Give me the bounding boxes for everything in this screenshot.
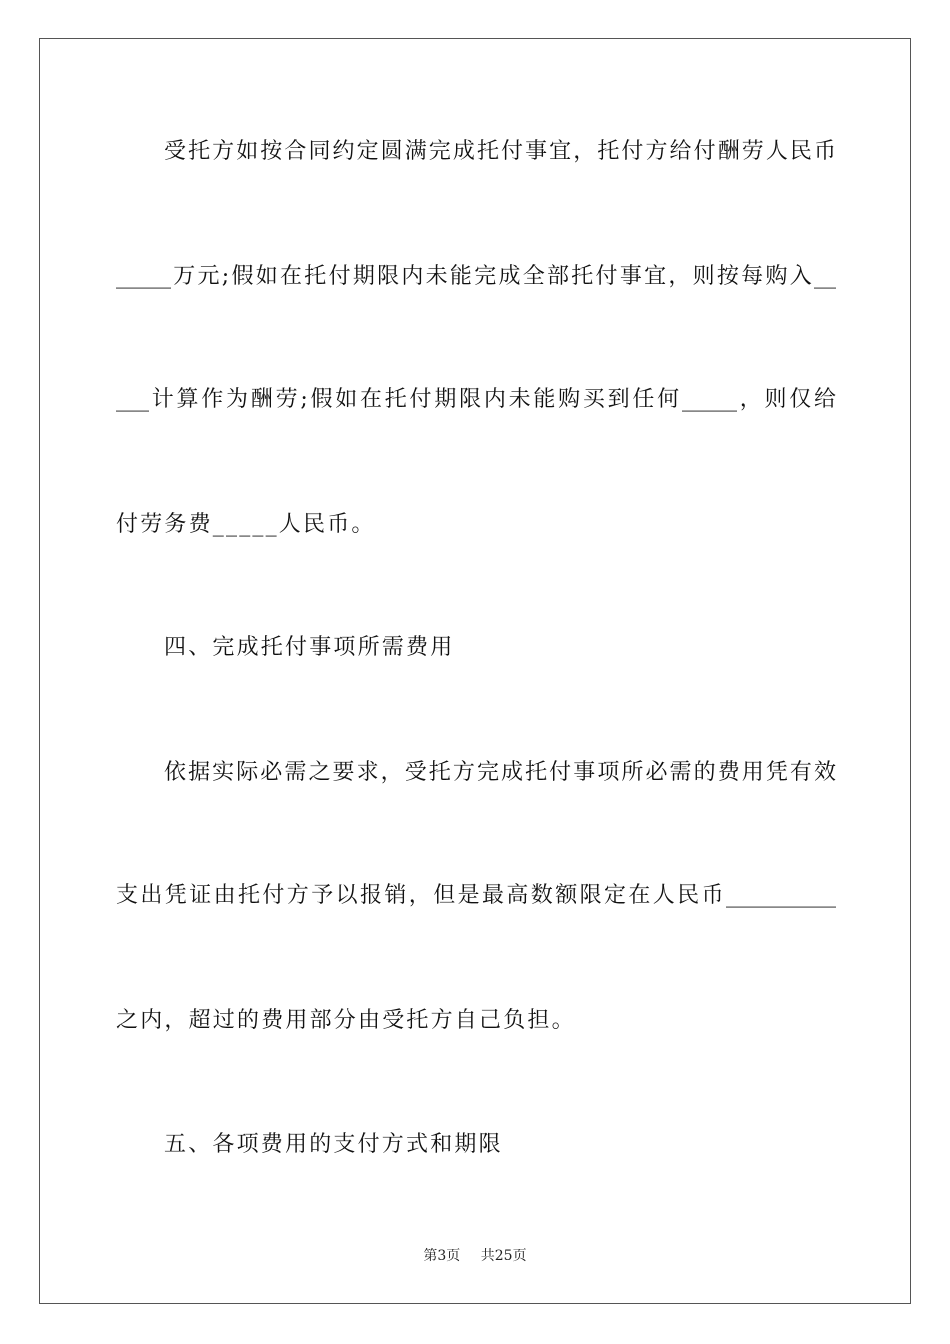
page-footer xyxy=(0,1247,950,1265)
paragraph-line-7: 之内，超过的费用部分由受托方自己负担。 xyxy=(116,1008,576,1033)
section-heading-5: 五、各项费用的支付方式和期限 xyxy=(164,1132,503,1157)
page-total: 共25页 xyxy=(480,1248,527,1264)
page-number: 第3页 xyxy=(423,1248,461,1264)
paragraph-line-4: 付劳务费_____人民币。 xyxy=(116,512,376,537)
paragraph-line-2: _____万元;假如在托付期限内未能完成全部托付事宜，则按每购入__ xyxy=(116,264,836,289)
paragraph-line-1: 受托方如按合同约定圆满完成托付事宜，托付方给付酬劳人民币 xyxy=(164,139,836,164)
section-heading-4: 四、完成托付事项所需费用 xyxy=(164,635,455,660)
paragraph-line-3: ___计算作为酬劳;假如在托付期限内未能购买到任何_____，则仅给 xyxy=(116,387,836,412)
page-border xyxy=(39,38,911,1304)
paragraph-line-6: 支出凭证由托付方予以报销，但是最高数额限定在人民币__________ xyxy=(116,883,836,908)
paragraph-line-5: 依据实际必需之要求，受托方完成托付事项所必需的费用凭有效 xyxy=(164,760,836,785)
